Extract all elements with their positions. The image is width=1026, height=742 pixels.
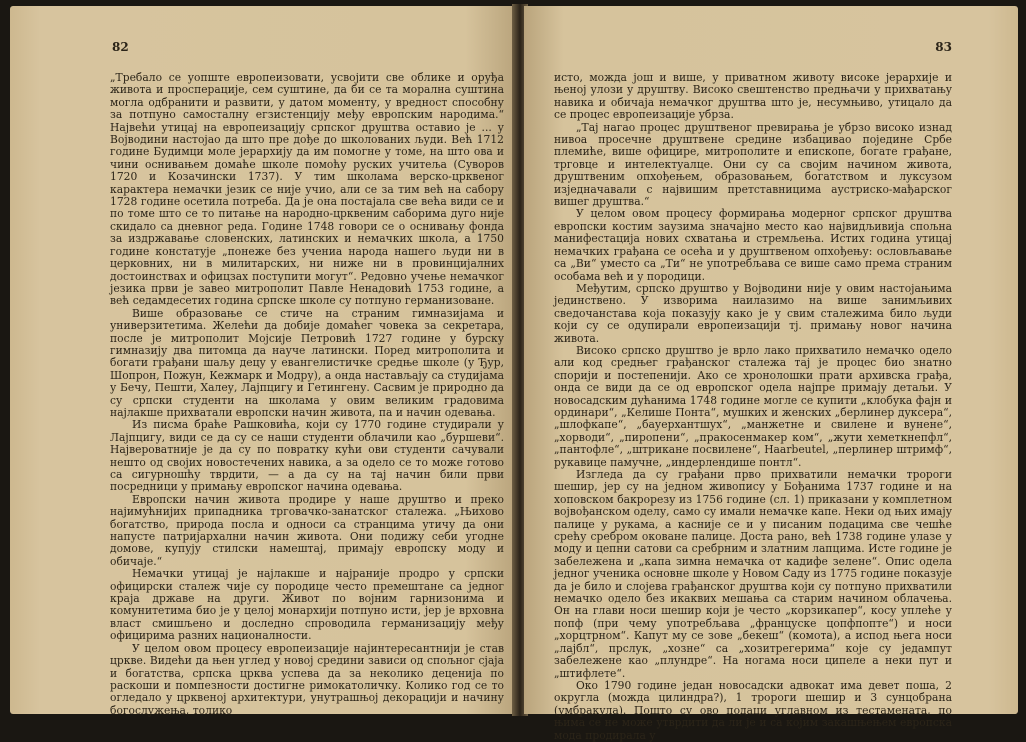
paragraph: Око 1790 године један новосадски адвокат има девет поша, 2 округла (можда цилиндра?), 1 тророги шешир и 3 сунцобрана (умбракула). Пошто су ово подаци углавном из тестамената, по њима се не може утврдити да ли је и са којим закашњењем европска мода продирала у: [554, 678, 952, 742]
right-page: [524, 6, 1018, 742]
page-number: 83: [935, 40, 952, 54]
paragraph: Из писма браће Рашковића, који су 1770 године студирали у Лајпцигу, види се да су се наши студенти облачили као „буршеви“. Највероватније је да су по повратку кући ови студенти сачували нешто од својих новостечених навика, а за одело се то може готово са сигурношћу тврдити, — а да су на тај начин били први посредници у примању европског начина одевања.: [110, 418, 504, 494]
page-text: [554, 72, 952, 742]
paragraph: „Тај нагао процес друштвеног превирања је убрзо високо изнад нивоа просечне друштвене средине избацивао поједине Србе племиће, више официре, митрополите и епископе, богате грађане, трговце и интелектуалце. Они су са својим начином живота, друштвеним опхођењем, образовањем, богатством и луксузом изједначавали с највишим претставницима аустриско-мађарског вишег друштва.“: [554, 120, 952, 209]
paragraph: У целом овом процесу европеизације најинтересантнији је став цркве. Видећи да њен углед у новој средини зависи од спољног сјаја и богатства, српска црква успева да за неколико деценија по раскоши и помпезности достигне римокатоличку. Колико год се то огледало у црквеној архитектури, унутрашњој декорацији и начину богослужења, толико: [110, 641, 504, 717]
paragraph: „Требало се уопште европеизовати, усвојити све облике и оруђа живота и просперације, сем суштине, да би се та морална суштина могла одбранити и развити, у датом моменту, у вредност способну за потпуно самосталну егзистенцију међу европским народима.“ Највећи утицај на европеизацију српског друштва оставио је ... у Војводини настојао да што пре дође до школованих људи. Већ 1712 године Будимци моле јерархију да им помогне у томе, на што ова и чини оснивањем домаће школе помоћу руских учитеља (Суворов 1720 и Козачински 1737). У тим школама верско-црквеног карактера немачки језик се није учио, али се за тим већ на сабору 1728 године осетила потреба. Да је она постајала све већа види се и по томе што се то питање на народно-црквеним саборима дуго није скидало са дневног реда. Године 1748 говори се о оснивању фонда за издржавање словенских, латинских и немачких школа, а 1750 године констатује „понеже без учениа народа нашего људи ни в церковних, ни в милитарских, ни ниже ни в провинцијалних достоинствах и офицзах поступити могут“. Редовно учење немачког језика први је завео митрополит Павле Ненадовић 1753 године, а већ седамдесетих година српске школе су потпуно германизоване.: [110, 71, 504, 308]
paragraph: Више образовање се стиче на страним гимназијама и универзитетима. Желећи да добије домаћег човека за секретара, после је митрополит Мојсије Петровић 1727 године у бурску гимназију два питомца да науче латински. Поред митрополита и богати грађани шаљу децу у евангелистичке средње школе (у Ђур, Шопрон, Пожун, Кежмарк и Модру), а онда настављају са студијама у Бечу, Пешти, Халеу, Лајпцигу и Гетингену. Сасвим је природно да су српски студенти на школама у овим великим градовима најлакше прихватали европски начин живота, па и начин одевања.: [110, 306, 504, 419]
paragraph: Немачки утицај је најлакше и најраније продро у српски официрски сталеж чије су породице често премештане са једног краја државе на други. Живот по војним гарнизонима и комунитетима био је у целој монархији потпуно исти, јер је врховна власт смишљено и доследно спроводила германизацију међу официрима разних националности.: [110, 567, 504, 643]
paragraph: У целом овом процесу формирања модерног српског друштва европски костим заузима значајно место као највидљивија спољна манифестација нових схватања и стремљења. Истих година утицај немачких грађана се осећа и у друштвеном опхођењу: ословљавање са „Ви“ уместо са „Ти“ не употребљава се више само према страним особама већ и у породици.: [554, 207, 952, 283]
paragraph: Високо српско друштво је врло лако прихватило немачко одело али код средњег грађанског сталежа тај је процес био знатно спорији и постепенији. Ако се хронолошки прати архивска грађа, онда се види да се од европског одела најпре примају детаљи. У новосадским дућанима 1748 године могле се купити „клобука фајн и ординари“, „Келише Понта“, мушких и женских „берлинер дуксера“, „шлофкапе“, „бауерхантшух“, „манжетне и свилене и вунене“, „хорводи“, „пиропени“, „пракосенмакер ком“, „жути хеметкнепфл“, „пантофле“, „штрикане посвилене“, Haarbeutel, „перлинер штримф“, рукавице памучне, „индерлендише понтл“.: [554, 343, 952, 469]
page-number: 82: [112, 40, 129, 54]
paragraph: Европски начин живота продире у наше друштво и преко најимућнијих припадника трговачко-занатског сталежа. „Њихово богатство, природа посла и односи са странцима утичу да они напусте патријархални начин живота. Они подижу себи угодне домове, купују стилски намештај, примају европску моду и обичаје.“: [110, 492, 504, 568]
page-text: [110, 72, 504, 717]
left-page: [10, 6, 516, 717]
paragraph: Изгледа да су грађани прво прихватили немачки тророги шешир, јер су на једном живопису у Бођанима 1737 године и на хоповском бакрорезу из 1756 године (сл. 1) приказани у комплетном војвођанском оделу, само су имали немачке капе. Неки од њих имају палице у рукама, а касније се и у писаним подацима све чешће срећу сребром оковане палице. Доста рано, већ 1738 године улазе у моду и цепни сатови са сребрним и златним лапцима. Исте године је забележена и „капа зимна немачка от кадифе зелене“. Опис одела једног ученика основне школе у Новом Саду из 1775 године показује да је било и слојева грађанског друштва који су потпуно прихватили немачко одело без икаквих мешања са старим начином облачења. Он на глави носи шешир који је често „корзикапер“, косу уплеће у попф (при чему употребљава „француске цопфпопте“) и носи „хорцтрном“. Капут му се зове „бекеш“ (комота), а испод њега носи „лајбл“, прслук, „хозне“ са „хозитрегерима“ које су једампут забележене као „плундре“. На ногама носи ципеле а неки пут и „штифлете“.: [554, 468, 952, 680]
paragraph: исто, можда још и више, у приватном животу високе јерархије и њеној улози у друштву. Високо свештенство предњачи у прихватању навика и обичаја немачког друштва што је, несумњиво, утицало да се процес европеизације убрза.: [554, 71, 952, 122]
paragraph: Међутим, српско друштво у Војводини није у овим настојањима јединствено. У изворима наилазимо на више занимљивих сведочанстава која показују како је у свим сталежима било људи који су се одупирали европеизацији тј. примању новог начина живота.: [554, 281, 952, 345]
